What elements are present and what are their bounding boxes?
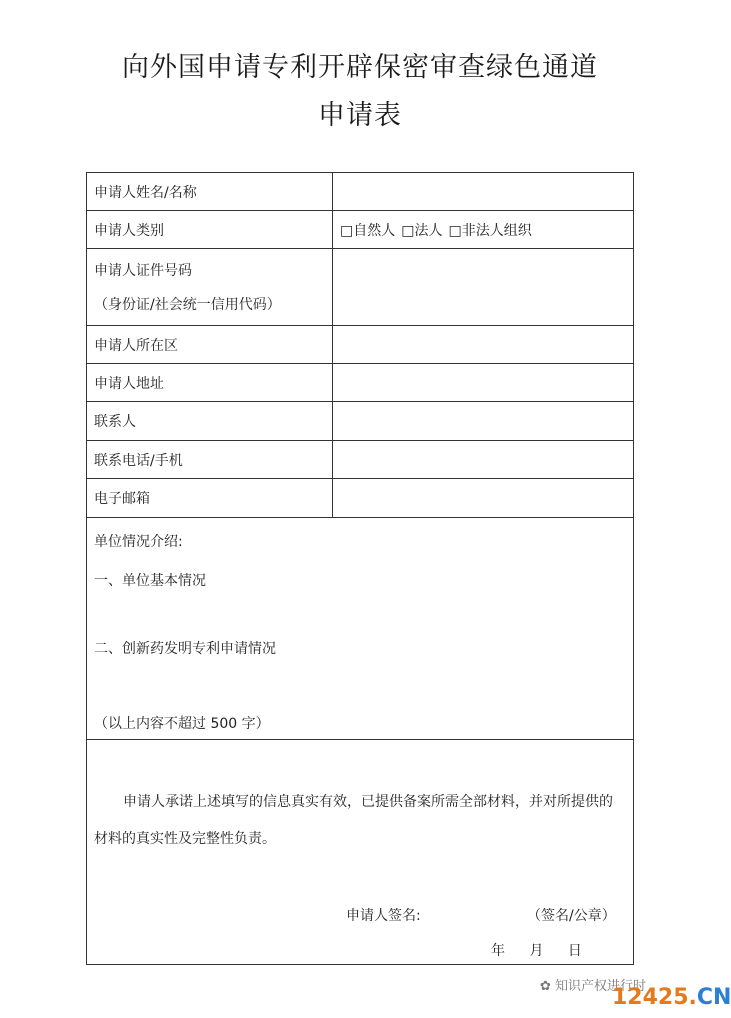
option-legal-person[interactable]: □法人 <box>401 222 443 239</box>
intro-heading: 单位情况介绍: <box>94 534 183 550</box>
row-contact <box>87 402 633 441</box>
email-field[interactable] <box>333 479 633 517</box>
contact-field[interactable] <box>333 402 633 440</box>
row-phone <box>87 441 633 479</box>
wechat-icon: ✿ <box>540 979 551 994</box>
declaration-text-line2: 材料的真实性及完整性负责。 <box>94 831 276 847</box>
watermark-account-name: 知识产权进行时 <box>555 979 647 994</box>
option-unincorporated-org[interactable]: □非法人组织 <box>448 222 532 239</box>
declaration-text-line1: 申请人承诺上述填写的信息真实有效，已提供备案所需全部材料，并对所提供的 <box>123 794 613 810</box>
phone-label: 联系电话/手机 <box>87 441 333 478</box>
region-field[interactable] <box>333 326 633 363</box>
watermark-site-suffix: CN <box>696 985 731 1010</box>
intro-word-limit: （以上内容不超过 500 字） <box>94 716 270 732</box>
unit-intro-section[interactable] <box>87 518 633 740</box>
intro-item-patents: 二、创新药发明专利申请情况 <box>94 641 276 657</box>
row-applicant-category <box>87 211 633 249</box>
phone-field[interactable] <box>333 441 633 478</box>
id-number-label-cell <box>87 249 333 325</box>
applicant-name-field[interactable] <box>333 173 633 210</box>
row-applicant-name <box>87 173 633 211</box>
contact-label: 联系人 <box>87 402 333 440</box>
form-subtitle: 申请表 <box>318 100 402 131</box>
intro-item-basic: 一、单位基本情况 <box>94 573 206 589</box>
applicant-category-label: 申请人类别 <box>87 211 333 248</box>
option-natural-person[interactable]: □自然人 <box>340 222 396 239</box>
id-number-label: 申请人证件号码 <box>94 263 192 279</box>
address-field[interactable] <box>333 364 633 401</box>
row-email <box>87 479 633 518</box>
watermark-site-number: 12425. <box>612 985 697 1010</box>
date-label: 年 月 日 <box>491 943 582 959</box>
region-label: 申请人所在区 <box>87 326 333 363</box>
applicant-name-label: 申请人姓名/名称 <box>87 173 333 210</box>
row-region <box>87 326 633 364</box>
declaration-section <box>87 740 633 964</box>
id-number-field[interactable] <box>333 249 633 325</box>
address-label: 申请人地址 <box>87 364 333 401</box>
form-title: 向外国申请专利开辟保密审查绿色通道 <box>122 52 598 83</box>
row-id-number <box>87 249 633 326</box>
applicant-category-options <box>333 211 633 248</box>
watermark-site <box>612 985 731 1010</box>
email-label: 电子邮箱 <box>87 479 333 517</box>
seal-label: （签名/公章） <box>527 908 616 924</box>
row-address <box>87 364 633 402</box>
signature-label: 申请人签名: <box>346 908 421 924</box>
application-form <box>86 172 634 965</box>
id-number-sublabel: （身份证/社会统一信用代码） <box>94 297 281 313</box>
